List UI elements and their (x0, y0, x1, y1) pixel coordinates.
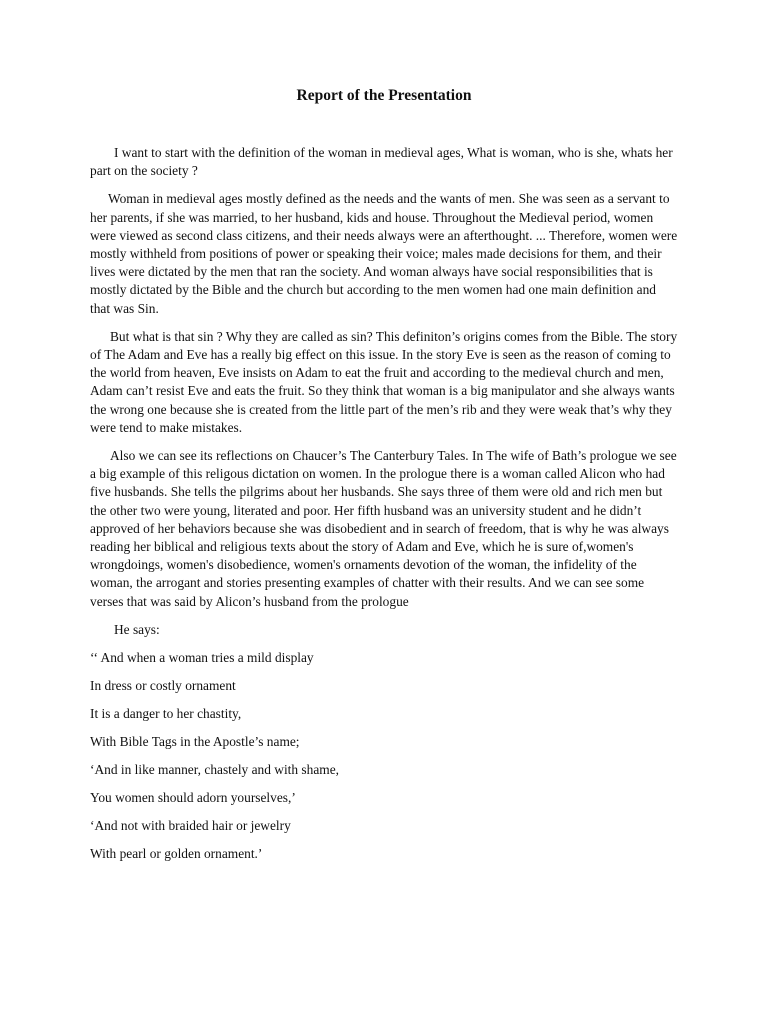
verse-line: With Bible Tags in the Apostle’s name; (90, 734, 300, 750)
verse-line: ‘‘ And when a woman tries a mild display (90, 650, 314, 666)
verse-line: It is a danger to her chastity, (90, 706, 242, 722)
verse-line: With pearl or golden ornament.’ (90, 846, 263, 862)
paragraph-medieval-woman: Woman in medieval ages mostly defined as the needs and the wants of men. She was seen as a servant to her parents, if she was married, to her husband, kids and house. Throughout the Medieval period, women were viewed as second class citizens, and their needs always were an afterthought. ... Therefore, women were mostly withheld from positions of power or speaking their voice; males made decisions for them, and their lives were dictated by the men that ran the society. And woman always have social responsibilities that is mostly dictated by the Bible and the church but according to the men women had one main definition and that was Sin. (90, 191, 678, 316)
paragraph-canterbury-tales: Also we can see its reflections on Chaucer’s The Canterbury Tales. In The wife of Bath’s prologue we see a big example of this religous dictation on women. In the prologue there is a woman called Alicon who had five husbands. She tells the pilgrims about her husbands. She says three of them were old and rich men but the other two were young, literated and poor. Her fifth husband was an university student and he didn’t approved of her behaviors because she was disobedient and in search of freedom, that is why he was always reading her biblical and religious texts about the story of Adam and Eve, which he is sure of,women's wrongdoings, women's disobedience, women's ornaments devotion of the woman, the infidelity of the woman, the arrogant and stories presenting examples of chatter with their results. And we can see some verses that was said by Alicon’s husband from the prologue (90, 448, 677, 609)
verse-block (90, 649, 678, 873)
paragraph-intro: I want to start with the definition of the woman in medieval ages, What is woman, who is she, whats her part on the society ? (90, 145, 673, 179)
he-says-line: He says: (114, 621, 160, 637)
verse-line: In dress or costly ornament (90, 678, 236, 694)
verse-line: ‘And not with braided hair or jewelry (90, 818, 291, 834)
document-title: Report of the Presentation (296, 87, 472, 104)
paragraph-sin-origin: But what is that sin ? Why they are called as sin? This definiton’s origins comes from the Bible. The story of The Adam and Eve has a really big effect on this issue. In the story Eve is seen as the reason of coming to the world from heaven, Eve insists on Adam to eat the fruit and according to the medieval church and men, Adam can’t resist Eve and eats the fruit. So they think that woman is a big manipulator and she always wants the wrong one because she is created from the little part of the men’s rib and they were weak that’s why they were tend to make mistakes. (90, 328, 678, 435)
verse-line: You women should adorn yourselves,’ (90, 790, 296, 806)
verse-line: ‘And in like manner, chastely and with shame, (90, 762, 339, 778)
document-body (90, 144, 678, 873)
